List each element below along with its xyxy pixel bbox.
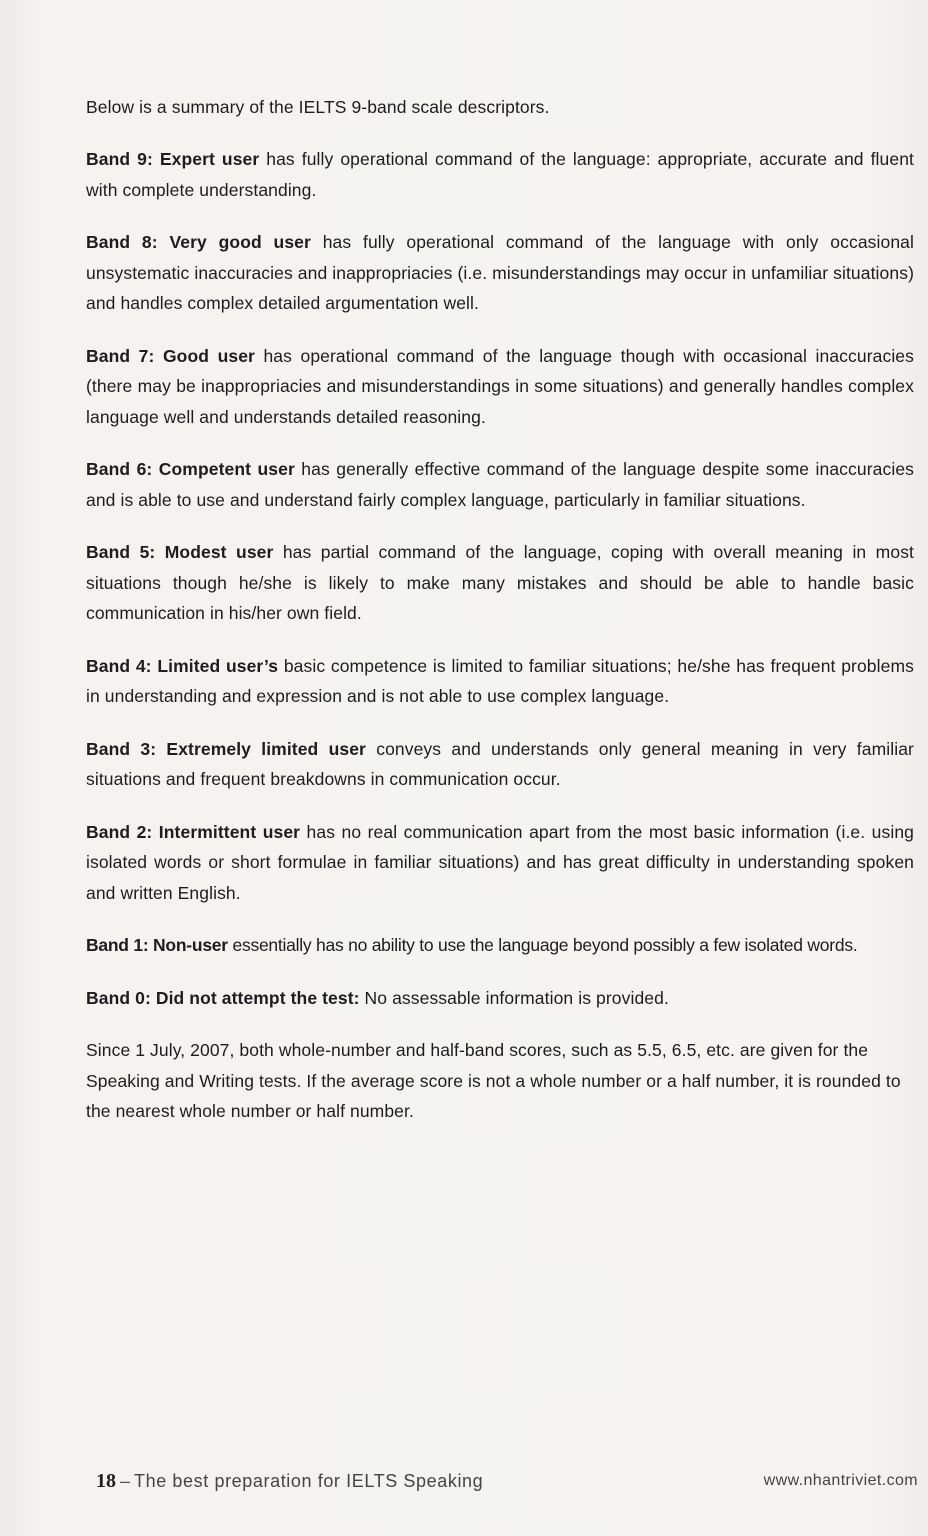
band-0-descriptor	[86, 983, 914, 1014]
book-title: The best preparation for IELTS Speaking	[134, 1471, 484, 1491]
band-7-text: has operational command of the language though with occasional inaccuracies (there may be inappropriacies and misunderstandings in some situations) and generally handles complex language well and understands detailed reasoning.	[86, 345, 914, 427]
band-1-label: Band 1: Non-user	[86, 935, 228, 955]
intro-text: Below is a summary of the IELTS 9-band scale descriptors.	[86, 97, 550, 117]
band-1-descriptor	[86, 930, 914, 961]
band-0-text: No assessable information is provided.	[359, 987, 669, 1008]
scoring-note: Since 1 July, 2007, both whole-number and half-band scores, such as 5.5, 6.5, etc. are given for the Speaking and Writing tests. If the average score is not a whole number or a half number, it is rounded to the nearest whole number or half number.	[86, 1040, 901, 1121]
band-8-descriptor	[86, 227, 914, 319]
band-7-label: Band 7: Good user	[86, 345, 255, 366]
band-5-text: has partial command of the language, coping with overall meaning in most situations though he/she is likely to make many mistakes and should be able to handle basic communication in his/her own field.	[86, 542, 915, 623]
band-8-text: has fully operational command of the language with only occasional unsystematic inaccuracies and inappropriacies (i.e. misunderstandings may occur in unfamiliar situations) and handles complex detailed argumentation well.	[86, 232, 914, 313]
band-7-descriptor	[86, 341, 914, 433]
band-9-descriptor	[86, 144, 914, 205]
band-5-descriptor	[86, 537, 914, 629]
band-2-text: has no real communication apart from the most basic information (i.e. using isolated words or short formulae in familiar situations) and has great difficulty in understanding spoken and written English.	[86, 821, 914, 903]
publisher-website: www.nhantriviet.com	[763, 1472, 918, 1489]
band-9-label: Band 9: Expert user	[86, 149, 260, 169]
band-6-label: Band 6: Competent user	[86, 459, 295, 479]
band-2-label: Band 2: Intermittent user	[86, 821, 301, 842]
band-4-label: Band 4: Limited user’s	[86, 655, 279, 676]
footer-left	[96, 1470, 483, 1493]
band-4-descriptor	[86, 651, 914, 712]
band-5-label: Band 5: Modest user	[86, 542, 274, 562]
band-0-label: Band 0: Did not attempt the test:	[86, 987, 360, 1008]
band-4-text: basic competence is limited to familiar situations; he/she has frequent problems in understanding and expression and is not able to use complex language.	[86, 655, 914, 706]
band-1-text: essentially has no ability to use the language beyond possibly a few isolated words.	[227, 935, 858, 955]
page-footer	[96, 1470, 918, 1500]
band-3-descriptor	[86, 734, 914, 795]
band-2-descriptor	[86, 817, 914, 909]
page-content	[86, 92, 914, 1127]
band-6-text: has generally effective command of the language despite some inaccuracies and is able to use and understand fairly complex language, particularly in familiar situations.	[86, 459, 914, 510]
band-3-label: Band 3: Extremely limited user	[86, 738, 366, 759]
footer-dash: –	[120, 1471, 131, 1491]
band-8-label: Band 8: Very good user	[86, 232, 311, 252]
band-6-descriptor	[86, 454, 914, 515]
band-9-text: has fully operational command of the language: appropriate, accurate and fluent with complete understanding.	[86, 149, 915, 200]
band-3-text: conveys and understands only general meaning in very familiar situations and frequent breakdowns in communication occur.	[86, 738, 914, 789]
page-number: 18	[96, 1470, 116, 1492]
